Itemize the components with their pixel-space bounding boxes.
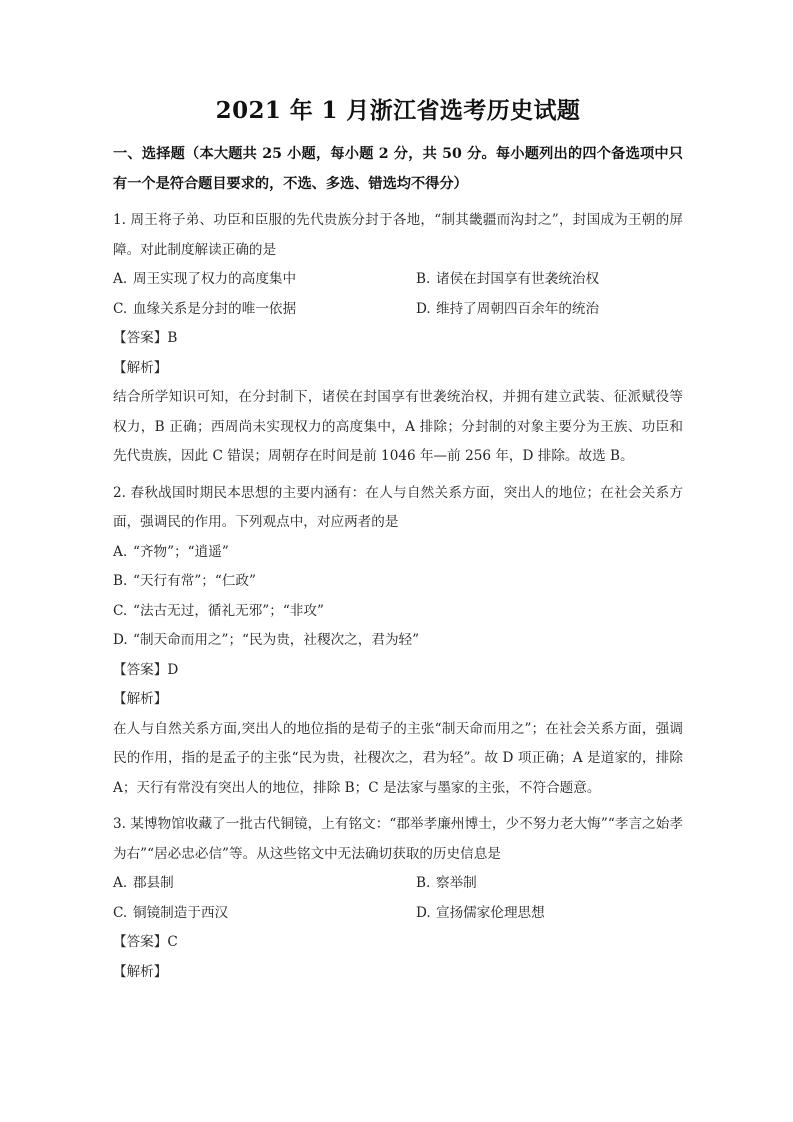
analysis-label-line [113, 685, 683, 715]
option-text: 维持了周朝四百余年的统治 [436, 300, 600, 317]
option-letter: C. [113, 602, 128, 619]
analysis-label: 【解析】 [113, 691, 168, 708]
answer-label: 【答案】 [113, 661, 168, 678]
answer-value: B [167, 330, 178, 347]
option-c[interactable] [113, 597, 683, 627]
option-letter: D. [416, 300, 431, 317]
answer-line [113, 928, 683, 958]
option-text: “法古无过，循礼无邪”；“非攻” [133, 602, 324, 619]
option-letter: D. [416, 904, 431, 921]
option-d[interactable] [398, 295, 683, 325]
option-text: 郡县制 [133, 875, 174, 892]
option-b[interactable] [113, 567, 683, 597]
option-text: “天行有常”；“仁政” [133, 573, 256, 590]
analysis-label: 【解析】 [113, 359, 168, 376]
analysis-label-line [113, 354, 683, 384]
answer-label: 【答案】 [113, 330, 168, 347]
option-text: 察举制 [436, 875, 477, 892]
option-letter: B. [113, 573, 128, 590]
answer-value: C [167, 934, 178, 951]
option-list [113, 538, 683, 656]
answer-value: D [167, 661, 179, 678]
option-b[interactable] [398, 265, 683, 295]
option-text: 周王实现了权力的高度集中 [133, 271, 297, 288]
page-title: 2021 年 1 月浙江省选考历史试题 [215, 97, 581, 124]
option-text: 诸侯在封国享有世袭统治权 [436, 271, 600, 288]
analysis-label: 【解析】 [113, 963, 168, 980]
option-list [113, 869, 683, 928]
option-text: 血缘关系是分封的唯一依据 [133, 300, 297, 317]
question-stem: 2. 春秋战国时期民本思想的主要内涵有：在人与自然关系方面，突出人的地位；在社会关系方面，强调民的作用。下列观点中，对应两者的是 [113, 484, 683, 531]
option-a[interactable] [113, 538, 683, 568]
option-letter: A. [113, 271, 128, 288]
option-text: “齐物”；“逍遥” [133, 543, 229, 560]
option-text: 铜镜制造于西汉 [133, 904, 229, 921]
analysis-text: 结合所学知识可知，在分封制下，诸侯在封国享有世袭统治权，并拥有建立武装、征派赋役等权力，B 正确；西周尚未实现权力的高度集中，A 排除；分封制的对象主要分为王族、功臣和先代贵族，因此 C 错误；周朝存在时间是前 1046 年—前 256 年，D 排除。故选 B。 [113, 389, 683, 465]
option-letter: A. [113, 543, 128, 560]
option-c[interactable] [113, 295, 398, 325]
analysis-text: 在人与自然关系方面,突出人的地位指的是荀子的主张“制天命而用之”；在社会关系方面，强调民的作用，指的是孟子的主张“民为贵，社稷次之，君为轻”。故 D 项正确；A 是道家的，排除 A；天行有常没有突出人的地位，排除 B；C 是法家与墨家的主张，不符合题意。 [113, 720, 683, 796]
option-letter: D. [113, 632, 128, 649]
question-stem: 1. 周王将子弟、功臣和臣服的先代贵族分封于各地，“制其畿疆而沟封之”，封国成为王朝的屏障。对此制度解读正确的是 [113, 212, 683, 258]
question-block-2 [113, 472, 683, 804]
section-heading-multiple-choice: 一、选择题（本大题共 25 小题，每小题 2 分，共 50 分。每小题列出的四个备选项中只有一个是符合题目要求的，不选、多选、错选均不得分） [113, 146, 683, 192]
option-text: 宣扬儒家伦理思想 [436, 904, 545, 921]
option-text: “制天命而用之”；“民为贵，社稷次之，君为轻” [133, 632, 420, 649]
option-a[interactable] [113, 265, 398, 295]
option-list [113, 265, 683, 324]
option-row [113, 265, 683, 295]
option-b[interactable] [398, 869, 683, 899]
option-letter: B. [416, 875, 431, 892]
answer-line [113, 324, 683, 354]
option-letter: A. [113, 875, 128, 892]
answer-line [113, 656, 683, 686]
question-block-1 [113, 199, 683, 472]
answer-label: 【答案】 [113, 934, 168, 951]
option-letter: C. [113, 300, 128, 317]
option-d[interactable] [398, 899, 683, 929]
option-row [113, 869, 683, 899]
question-stem: 3. 某博物馆收藏了一批古代铜镜，上有铭文：“郡举孝廉州博士，少不努力老大悔”“孝言之始孝为右”“居必忠必信”等。从这些铭文中无法确切获取的历史信息是 [113, 816, 683, 862]
analysis-label-line [113, 958, 683, 988]
option-letter: C. [113, 904, 128, 921]
option-row [113, 295, 683, 325]
option-c[interactable] [113, 899, 398, 929]
option-d[interactable] [113, 626, 683, 656]
question-block-3 [113, 803, 683, 987]
page-content [113, 0, 683, 987]
option-letter: B. [416, 271, 431, 288]
option-a[interactable] [113, 869, 398, 899]
option-row [113, 899, 683, 929]
